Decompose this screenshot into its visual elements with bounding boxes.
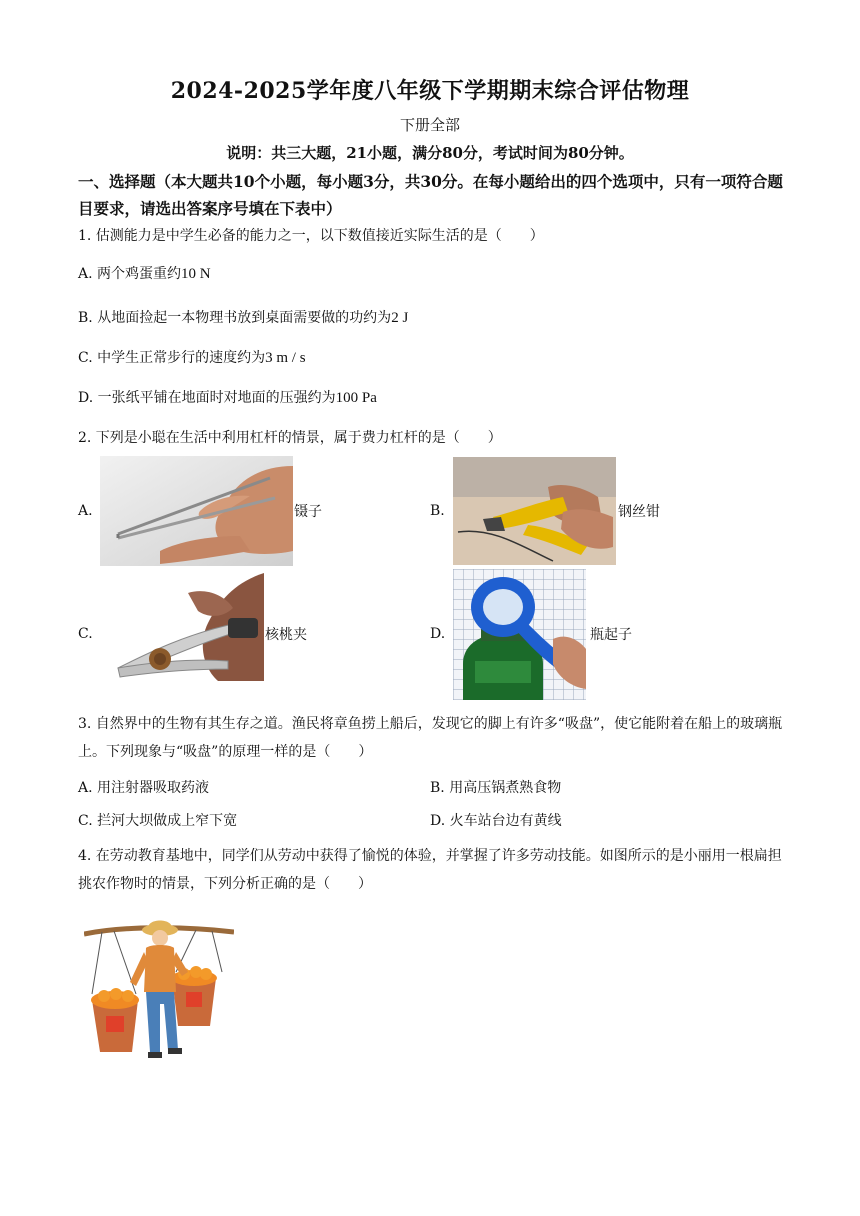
- option-text: C. 中学生正常步行的速度约为: [78, 350, 266, 366]
- option-text: A. 两个鸡蛋重约: [78, 266, 182, 282]
- question-3-option-c: C. 拦河大坝做成上窄下宽: [78, 813, 238, 829]
- option-value: 10 N: [181, 266, 211, 282]
- question-2-option-b-letter: B.: [430, 503, 445, 519]
- section-heading-choice: 一、选择题（本大题共10个小题，每小题3分，共30分。在每小题给出的四个选项中，只有一项符合题目要求，请选出答案序号填在下表中）: [78, 172, 783, 218]
- option-text: B. 从地面捡起一本物理书放到桌面需要做的功约为: [78, 310, 392, 326]
- question-1-option-a: [78, 264, 211, 284]
- bottle-opener-photo: [453, 569, 586, 700]
- question-2-option-a-letter: A.: [78, 503, 93, 519]
- nutcracker-caption: 核桃夹: [265, 627, 307, 643]
- carrying-pole-illustration: [84, 912, 234, 1067]
- question-4-stem: 4. 在劳动教育基地中，同学们从劳动中获得了愉悦的体验，并掌握了许多劳动技能。如图所示的是小丽用一根扁担挑农作物时的情景，下列分析正确的是（ ）: [78, 848, 782, 892]
- option-value: 100 Pa: [335, 390, 377, 406]
- nutcracker-photo: [108, 573, 264, 681]
- question-3-stem: 3. 自然界中的生物有其生存之道。渔民将章鱼捞上船后，发现它的脚上有许多“吸盘”，使它能附着在船上的玻璃瓶上。下列现象与“吸盘”的原理一样的是（ ）: [78, 716, 783, 760]
- question-3-option-a: A. 用注射器吸取药液: [78, 780, 210, 796]
- tweezers-caption: 镊子: [294, 504, 322, 520]
- exam-title: 2024-2025学年度八年级下学期期末综合评估物理: [170, 78, 690, 104]
- question-2-option-d-letter: D.: [430, 626, 446, 642]
- option-value: 2 J: [391, 310, 409, 326]
- option-text: D. 一张纸平铺在地面时对地面的压强约为: [78, 390, 336, 406]
- question-3-option-d: D. 火车站台边有黄线: [430, 813, 562, 829]
- question-2-option-c-letter: C.: [78, 626, 93, 642]
- exam-instructions: 说明：共三大题，21小题，满分80分，考试时间为80分钟。: [226, 144, 634, 162]
- question-2-stem: 2. 下列是小聪在生活中利用杠杆的情景，属于费力杠杆的是（ ）: [78, 430, 502, 446]
- tweezers-photo: [100, 456, 293, 566]
- question-1-stem: 1. 估测能力是中学生必备的能力之一，以下数值接近实际生活的是（ ）: [78, 228, 544, 244]
- question-1-option-d: [78, 388, 377, 408]
- question-3-option-b: B. 用高压锅煮熟食物: [430, 780, 562, 796]
- exam-subtitle: 下册全部: [399, 116, 460, 134]
- bottle-opener-caption: 瓶起子: [590, 627, 632, 643]
- question-1-option-c: [78, 348, 306, 368]
- pliers-photo: [453, 457, 616, 565]
- pliers-caption: 钢丝钳: [618, 504, 660, 520]
- option-value: 3 m / s: [265, 350, 306, 366]
- question-1-option-b: [78, 308, 408, 328]
